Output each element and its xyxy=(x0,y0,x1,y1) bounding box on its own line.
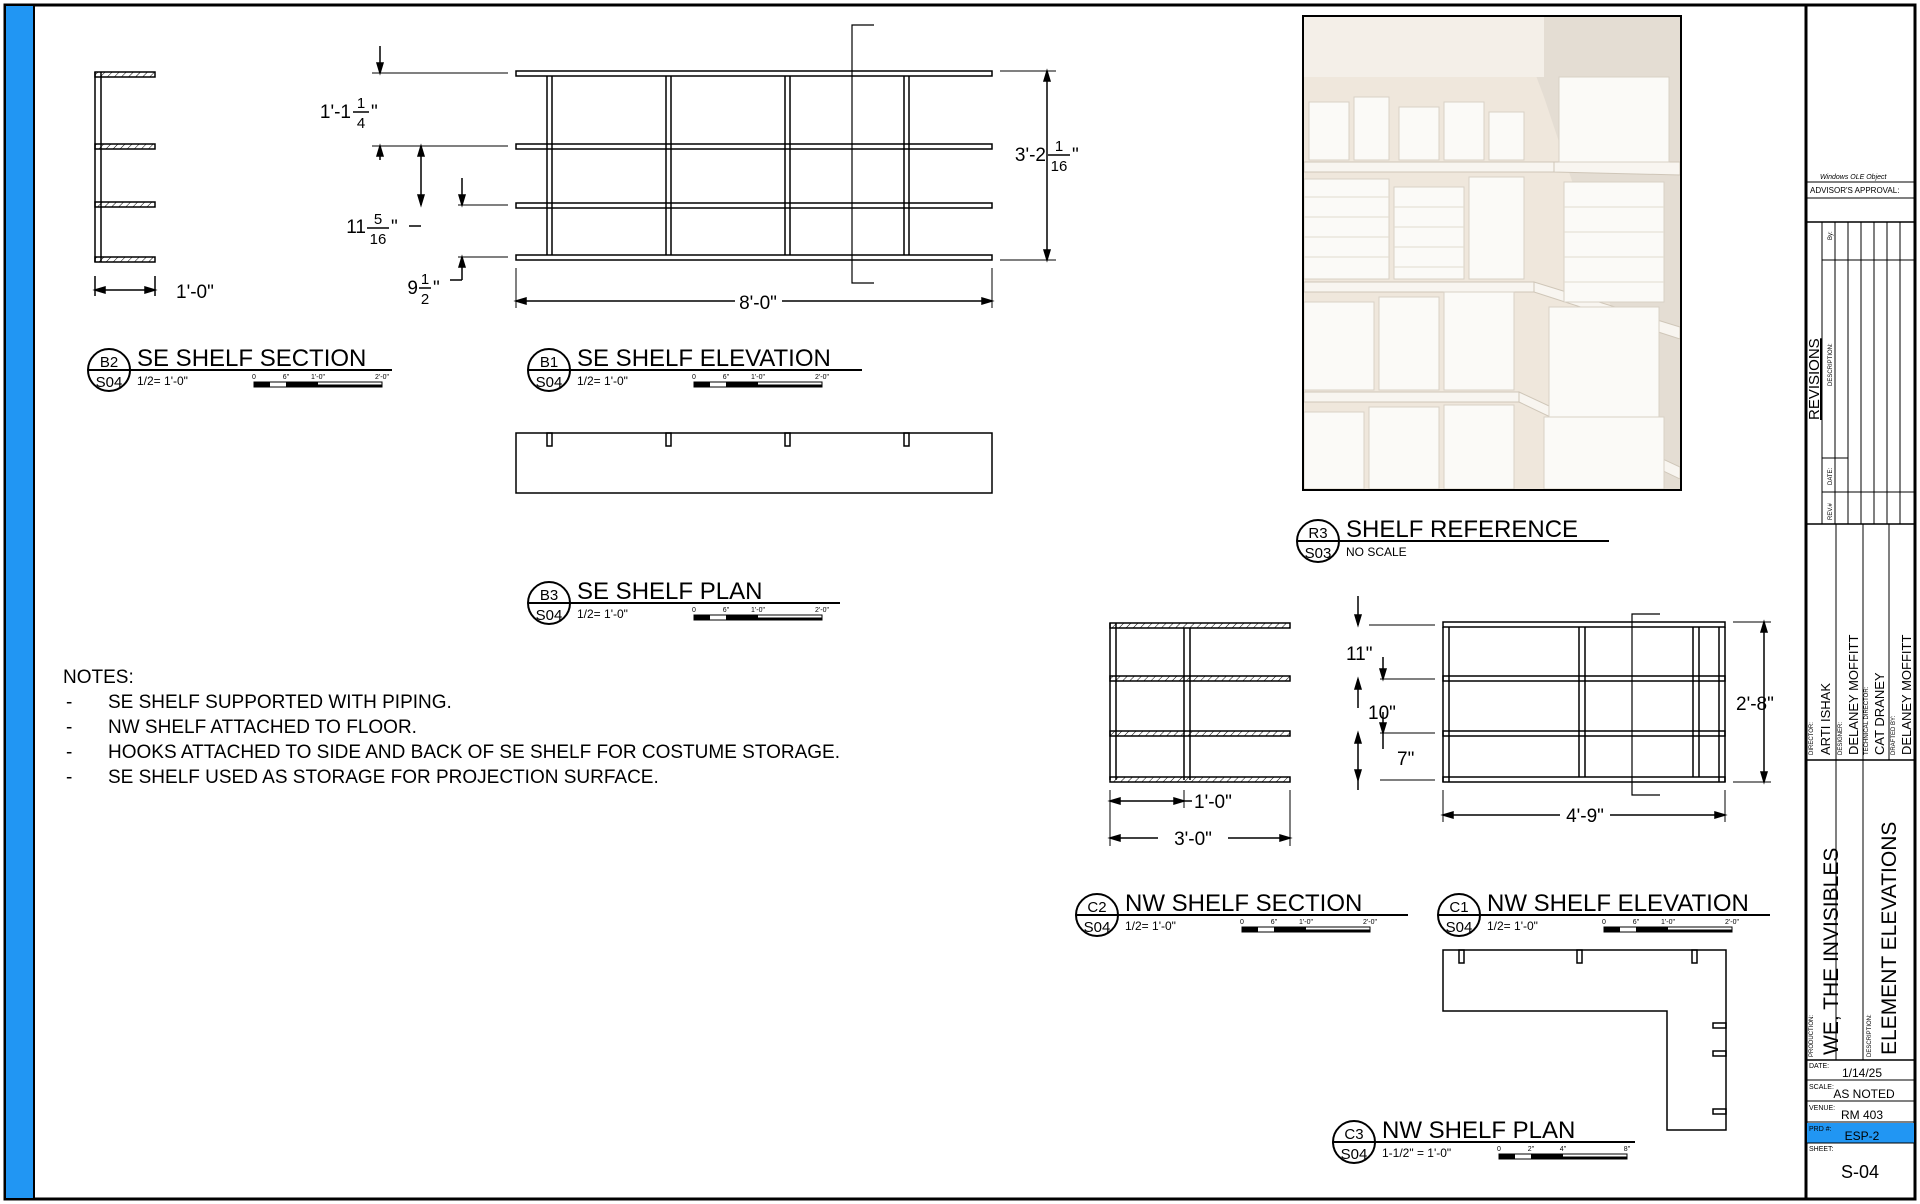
production-value: WE, THE INVISIBLES xyxy=(1820,847,1843,1055)
view-sheet: S03 xyxy=(1304,545,1332,562)
view-id: C2 xyxy=(1087,899,1107,916)
c2-width-dim: 3'-0" xyxy=(1174,829,1212,850)
view-title: SE SHELF PLAN xyxy=(577,578,763,605)
note-item: SE SHELF USED AS STORAGE FOR PROJECTION SURFACE. xyxy=(108,767,659,788)
scale-bar-label: 2'-0" xyxy=(1725,919,1739,926)
scale-bar-label: 0 xyxy=(1497,1146,1501,1153)
b1-mid-gap-den: 16 xyxy=(369,231,387,248)
view-sheet: S04 xyxy=(1340,1146,1368,1163)
scale-bar-label: 1'-0" xyxy=(311,374,325,381)
scale-label: SCALE: xyxy=(1809,1084,1834,1091)
c1-gap1-dim: 11" xyxy=(1346,644,1373,665)
view-id: B1 xyxy=(539,354,559,371)
scale-bar-label: 1'-0" xyxy=(751,374,765,381)
view-sheet: S04 xyxy=(535,607,563,624)
c1-gap2-dim: 10" xyxy=(1368,703,1396,724)
scale-bar-label: 2'-0" xyxy=(815,607,829,614)
scale-bar-label: 2" xyxy=(1527,1146,1535,1153)
prd-value: ESP-2 xyxy=(1844,1129,1880,1143)
scale-bar-label: 0 xyxy=(692,374,696,381)
scale-value: AS NOTED xyxy=(1833,1087,1895,1101)
scale-bar-label: 6" xyxy=(1632,919,1640,926)
view-title: SHELF REFERENCE xyxy=(1346,516,1579,543)
b1-low-gap-den: 2 xyxy=(420,291,430,308)
scale-bar-label: 6" xyxy=(722,374,730,381)
scale-bar-label: 0 xyxy=(692,607,696,614)
sheet-label: SHEET: xyxy=(1809,1146,1834,1153)
date-value: 1/14/25 xyxy=(1841,1066,1883,1080)
b1-length-dim: 8'-0" xyxy=(739,293,777,314)
b1-height-inch: " xyxy=(1072,145,1079,166)
view-scale: 1-1/2" = 1'-0" xyxy=(1382,1146,1452,1160)
b1-height-num: 1 xyxy=(1054,138,1064,155)
view-sheet: S04 xyxy=(1083,919,1111,936)
b1-low-gap-whole: 9 xyxy=(407,278,418,299)
view-sheet: S04 xyxy=(95,374,123,391)
b1-low-gap-num: 1 xyxy=(420,271,430,288)
view-title: NW SHELF ELEVATION xyxy=(1487,890,1749,917)
note-item: NW SHELF ATTACHED TO FLOOR. xyxy=(108,717,417,738)
view-scale: 1/2= 1'-0" xyxy=(137,374,188,388)
view-tag-c1 xyxy=(1438,890,1770,936)
scale-bar-label: 0 xyxy=(252,374,256,381)
note-dash: - xyxy=(66,692,73,713)
description-label: DESCRIPTION: xyxy=(1867,1014,1873,1057)
view-scale: 1/2= 1'-0" xyxy=(577,374,628,388)
rev-col-desc: DESCRIPTION: xyxy=(1828,343,1834,386)
b1-top-gap-inch: " xyxy=(371,102,378,123)
scale-bar-label: 8" xyxy=(1623,1146,1631,1153)
venue-label: VENUE: xyxy=(1809,1105,1836,1112)
note-item: SE SHELF SUPPORTED WITH PIPING. xyxy=(108,692,452,713)
scale-bar-label: 1'-0" xyxy=(1299,919,1313,926)
c1-height-dim: 2'-8" xyxy=(1736,694,1774,715)
rev-col-date: DATE: xyxy=(1828,467,1834,485)
view-scale: NO SCALE xyxy=(1346,545,1407,559)
scale-bar-label: 1'-0" xyxy=(751,607,765,614)
note-dash: - xyxy=(66,717,73,738)
view-title: NW SHELF PLAN xyxy=(1382,1117,1576,1144)
rev-col-rev: REV.# xyxy=(1828,503,1834,520)
c1-gap3-dim: 7" xyxy=(1397,749,1415,770)
scale-bar-label: 0 xyxy=(1602,919,1606,926)
view-title: SE SHELF ELEVATION xyxy=(577,345,831,372)
view-id: B2 xyxy=(99,354,119,371)
view-tag-b1 xyxy=(528,345,862,391)
c2-depth-dim: 1'-0" xyxy=(1194,792,1232,813)
venue-value: RM 403 xyxy=(1840,1108,1884,1122)
b1-top-gap-num: 1 xyxy=(356,95,366,112)
tech-value: CAT DRANEY xyxy=(1872,672,1887,755)
view-sheet: S04 xyxy=(535,374,563,391)
scale-bar-label: 6" xyxy=(282,374,290,381)
b1-mid-gap-whole: 11 xyxy=(346,217,366,238)
notes-heading: NOTES: xyxy=(63,667,134,688)
view-id: C3 xyxy=(1344,1126,1364,1143)
b1-height-whole: 3'-2 xyxy=(1014,145,1046,166)
drafted-label: DRAFTED BY: xyxy=(1891,715,1897,755)
designer-value: DELANEY MOFFITT xyxy=(1846,634,1861,755)
advisor-label: ADVISOR'S APPROVAL: xyxy=(1810,186,1900,195)
rev-col-by: By: xyxy=(1828,231,1834,240)
view-scale: 1/2= 1'-0" xyxy=(577,607,628,621)
b2-width-dim: 1'-0" xyxy=(176,282,214,303)
b1-height-den: 16 xyxy=(1050,158,1068,175)
scale-bar-label: 0 xyxy=(1240,919,1244,926)
scale-bar-label: 4" xyxy=(1559,1146,1567,1153)
scale-bar-label: 2'-0" xyxy=(375,374,389,381)
scale-bar-label: 2'-0" xyxy=(815,374,829,381)
b1-mid-gap-inch: " xyxy=(391,217,398,238)
tech-label: TECHNICAL DIRECTOR: xyxy=(1864,686,1870,755)
drafted-value: DELANEY MOFFITT xyxy=(1899,634,1914,755)
c1-length-dim: 4'-9" xyxy=(1566,806,1604,827)
note-dash: - xyxy=(66,767,73,788)
view-title: SE SHELF SECTION xyxy=(137,345,367,372)
scale-bar-label: 1'-0" xyxy=(1661,919,1675,926)
description-value: ELEMENT ELEVATIONS xyxy=(1878,821,1901,1055)
production-label: PRODUCTION: xyxy=(1809,1015,1815,1057)
view-scale: 1/2= 1'-0" xyxy=(1125,919,1176,933)
scale-bar-label: 6" xyxy=(1270,919,1278,926)
b1-top-gap-den: 4 xyxy=(356,115,366,132)
note-item: HOOKS ATTACHED TO SIDE AND BACK OF SE SHELF FOR COSTUME STORAGE. xyxy=(108,742,840,763)
view-tag-c2 xyxy=(1076,890,1408,936)
revisions-title: REVISIONS xyxy=(1806,338,1823,420)
scale-bar-label: 2'-0" xyxy=(1363,919,1377,926)
view-id: B3 xyxy=(539,587,559,604)
director-value: ARTI ISHAK xyxy=(1818,682,1833,755)
sheet-value: S-04 xyxy=(1840,1162,1880,1182)
ole-label: Windows OLE Object xyxy=(1820,174,1887,181)
view-sheet: S04 xyxy=(1445,919,1473,936)
view-id: R3 xyxy=(1308,525,1328,542)
b1-top-gap-whole: 1'-1 xyxy=(319,102,351,123)
scale-bar-label: 6" xyxy=(722,607,730,614)
b1-mid-gap-num: 5 xyxy=(373,211,383,228)
prd-label: PRD #: xyxy=(1809,1126,1832,1133)
b1-low-gap-inch: " xyxy=(433,278,440,299)
sheet-accent-strip xyxy=(6,6,34,1198)
view-scale: 1/2= 1'-0" xyxy=(1487,919,1538,933)
shelf-reference-photo xyxy=(1302,15,1682,491)
date-label: DATE: xyxy=(1809,1063,1830,1070)
designer-label: DESIGNER: xyxy=(1838,721,1844,755)
view-title: NW SHELF SECTION xyxy=(1125,890,1363,917)
note-dash: - xyxy=(66,742,73,763)
view-id: C1 xyxy=(1449,899,1469,916)
director-label: DIRECTOR: xyxy=(1809,722,1815,755)
